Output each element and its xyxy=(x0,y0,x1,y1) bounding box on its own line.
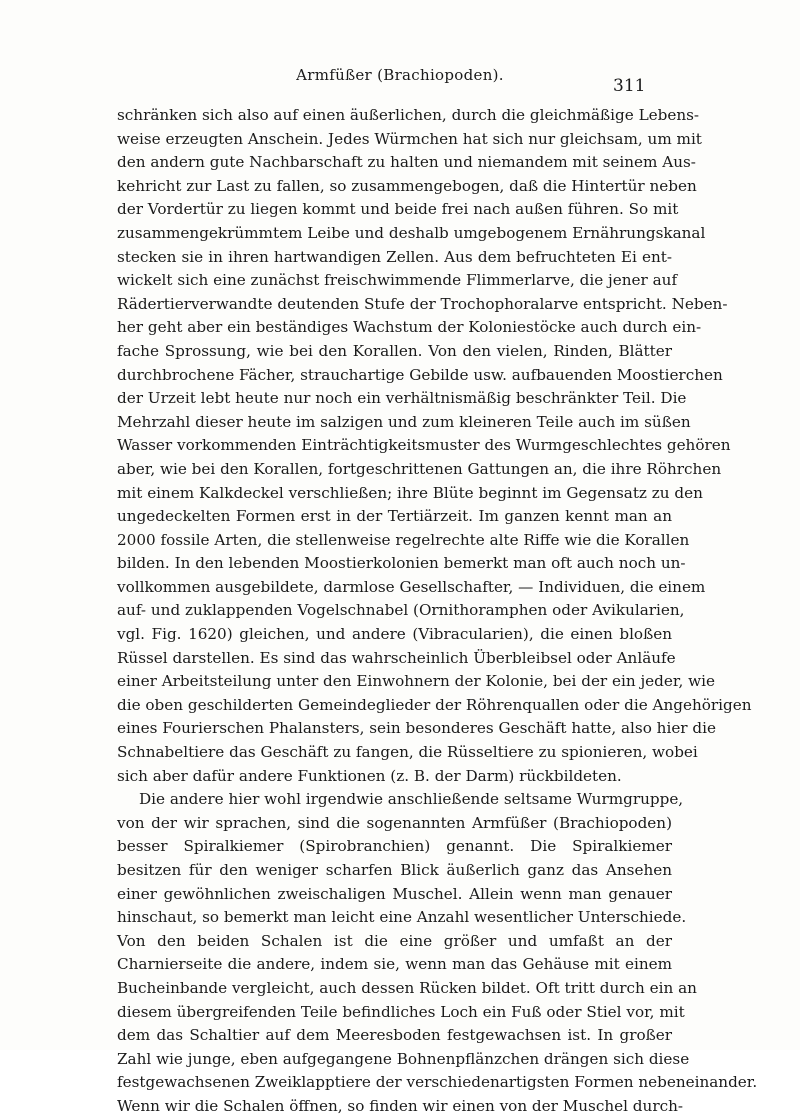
text-line: bilden. In den lebenden Moostierkolonien bemerkt man oft auch noch un- xyxy=(117,554,686,573)
text-line: von der wir sprachen, sind die sogenannten Armfüßer (Brachiopoden) xyxy=(117,813,672,832)
text-line: Von den beiden Schalen ist die eine größer und umfaßt an der xyxy=(117,931,672,950)
text-line: stecken sie in ihren hartwandigen Zellen. Aus dem befruchteten Ei ent- xyxy=(117,247,672,266)
text-line: wickelt sich eine zunächst freischwimmende Flimmerlarve, die jener auf xyxy=(117,271,678,290)
text-line: Schnabeltiere das Geschäft zu fangen, die Rüsseltiere zu spionieren, wobei xyxy=(117,743,698,762)
page-number: 311 xyxy=(613,76,646,96)
text-line: diesem übergreifenden Teile befindliches Loch ein Fuß oder Stiel vor, mit xyxy=(117,1002,685,1021)
text-line: eines Fourierschen Phalansters, sein besonderes Geschäft hatte, also hier die xyxy=(117,719,716,738)
text-line: einer Arbeitsteilung unter den Einwohnern der Kolonie, bei der ein jeder, wie xyxy=(117,672,715,691)
text-line: aber, wie bei den Korallen, fortgeschrittenen Gattungen an, die ihre Röhrchen xyxy=(117,459,722,478)
text-line: zusammengekrümmtem Leibe und deshalb umgebogenem Ernährungskanal xyxy=(117,223,706,242)
body-text xyxy=(117,104,758,1119)
text-line: schränken sich also auf einen äußerlichen, durch die gleichmäßige Lebens- xyxy=(117,106,700,124)
text-line: Wasser vorkommenden Einträchtigkeitsmuster des Wurmgeschlechtes gehören xyxy=(117,436,731,455)
text-line: besser Spiralkiemer (Spirobranchien) genannt. Die Spiralkiemer xyxy=(117,837,672,856)
text-line: kehricht zur Last zu fallen, so zusammengebogen, daß die Hintertür neben xyxy=(117,176,697,195)
text-line: dem das Schaltier auf dem Meeresboden festgewachsen ist. In großer xyxy=(117,1026,672,1045)
text-line: auf- und zuklappenden Vogelschnabel (Ornithoramphen oder Avikularien, xyxy=(117,601,685,620)
text-line: Rädertierverwandte deutenden Stufe der Trochophoralarve entspricht. Neben- xyxy=(117,294,728,313)
text-line: Wenn wir die Schalen öffnen, so finden wir einen von der Muschel durch- xyxy=(117,1096,683,1115)
text-line: her geht aber ein beständiges Wachstum der Koloniestöcke auch durch ein- xyxy=(117,318,702,337)
text-line: Die andere hier wohl irgendwie anschließende seltsame Wurmgruppe, xyxy=(139,790,684,809)
text-line: durchbrochene Fächer, strauchartige Gebilde usw. aufbauenden Moostierchen xyxy=(117,365,723,384)
text-line: 2000 fossile Arten, die stellenweise regelrechte alte Riffe wie die Korallen xyxy=(117,530,690,549)
text-line: Zahl wie junge, eben aufgegangene Bohnenpflänzchen drängen sich diese xyxy=(117,1049,690,1068)
text-line: die oben geschilderten Gemeindeglieder der Röhrenquallen oder die Angehörigen xyxy=(117,695,752,714)
text-line: Charnierseite die andere, indem sie, wenn man das Gehäuse mit einem xyxy=(117,955,672,974)
text-line: ungedeckelten Formen erst in der Tertiärzeit. Im ganzen kennt man an xyxy=(117,507,672,526)
text-line: besitzen für den weniger scharfen Blick äußerlich ganz das Ansehen xyxy=(117,861,672,879)
text-line: festgewachsenen Zweiklapptiere der verschiedenartigsten Formen nebeneinander. xyxy=(117,1073,758,1092)
running-head: Armfüßer (Brachiopoden). xyxy=(296,66,504,84)
text-line: der Vordertür zu liegen kommt und beide frei nach außen führen. So mit xyxy=(117,200,679,219)
text-line: hinschaut, so bemerkt man leicht eine Anzahl wesentlicher Unterschiede. xyxy=(117,908,687,927)
text-line: Rüssel darstellen. Es sind das wahrscheinlich Überbleibsel oder Anläufe xyxy=(117,648,676,667)
text-line: weise erzeugten Anschein. Jedes Würmchen hat sich nur gleichsam, um mit xyxy=(117,129,702,148)
text-line: mit einem Kalkdeckel verschließen; ihre Blüte beginnt im Gegensatz zu den xyxy=(117,483,703,502)
text-line: Bucheinbande vergleicht, auch dessen Rücken bildet. Oft tritt durch ein an xyxy=(117,978,697,997)
text-line: der Urzeit lebt heute nur noch ein verhältnismäßig beschränkter Teil. Die xyxy=(117,389,687,408)
text-line: den andern gute Nachbarschaft zu halten und niemandem mit seinem Aus- xyxy=(117,153,696,172)
text-line: fache Sprossung, wie bei den Korallen. Von den vielen, Rinden, Blätter xyxy=(117,341,672,360)
text-line: Mehrzahl dieser heute im salzigen und zum kleineren Teile auch im süßen xyxy=(117,412,691,431)
text-line: einer gewöhnlichen zweischaligen Muschel. Allein wenn man genauer xyxy=(117,884,672,903)
text-line: sich aber dafür andere Funktionen (z. B. der Darm) rückbildeten. xyxy=(117,766,622,785)
text-line: vgl. Fig. 1620) gleichen, und andere (Vibracularien), die einen bloßen xyxy=(117,625,672,644)
text-line: vollkommen ausgebildete, darmlose Gesellschafter, — Individuen, die einem xyxy=(117,577,706,596)
